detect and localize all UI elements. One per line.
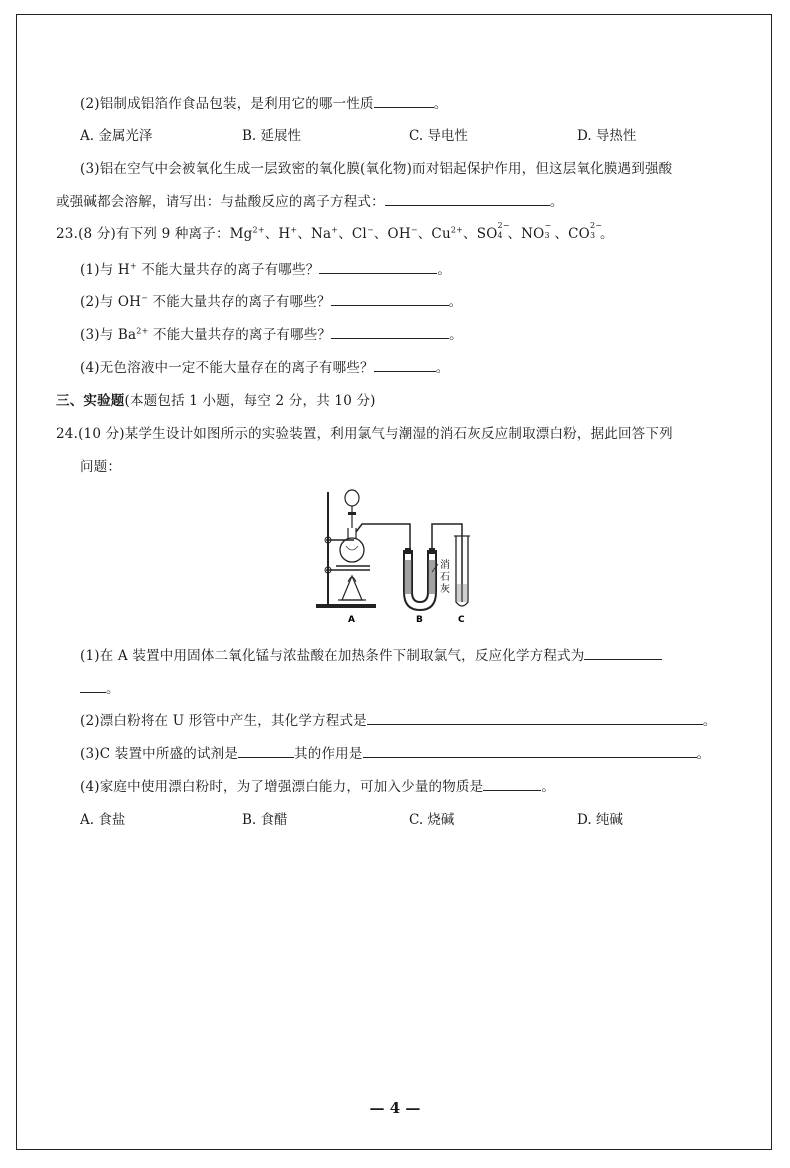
q22-part3-line1: (3)铝在空气中会被氧化生成一层致密的氧化膜(氧化物)而对铝起保护作用，但这层氧化膜遇到强酸 <box>80 161 673 177</box>
answer-blank[interactable] <box>319 261 437 274</box>
section-heading: 三、实验题(本题包括 1 小题，每空 2 分，共 10 分) <box>56 393 376 409</box>
q22-part3-line2: 或强碱都会溶解，请写出：与盐酸反应的离子方程式： 。 <box>56 194 564 210</box>
option-b: B. 食醋 <box>242 812 288 828</box>
answer-blank[interactable] <box>584 647 662 660</box>
option-a: A. 金属光泽 <box>80 128 153 144</box>
burner <box>342 576 362 600</box>
label-b: B <box>416 615 423 625</box>
q24-stem-line2: 问题： <box>80 459 122 475</box>
answer-blank[interactable] <box>374 95 434 108</box>
answer-blank[interactable] <box>80 680 106 693</box>
answer-blank[interactable] <box>483 778 541 791</box>
label-side-3: 灰 <box>440 584 450 595</box>
answer-blank[interactable] <box>363 745 697 758</box>
q23-part4: (4)无色溶液中一定不能大量存在的离子有哪些？ 。 <box>80 360 450 376</box>
option-d: D. 导热性 <box>577 128 637 144</box>
apparatus-figure <box>312 484 498 626</box>
page-number: — 4 — <box>369 1099 421 1117</box>
answer-blank[interactable] <box>367 712 703 725</box>
q22-part2: (2)铝制成铝箔作食品包装，是利用它的哪一性质 。 <box>80 96 448 112</box>
q24-stem-line1: 24.(10 分)某学生设计如图所示的实验装置，利用氯气与潮湿的消石灰反应制取漂白粉，据此回答下列 <box>56 426 673 442</box>
option-d: D. 纯碱 <box>577 812 623 828</box>
q23-part3: (3)与 $Ba^{2+}$ 不能大量共存的离子有哪些？ 。 <box>80 326 463 343</box>
label-side-2: 石 <box>440 572 450 583</box>
option-c: C. 导电性 <box>409 128 468 144</box>
q23-stem: 23.(8 分)有下列 9 种离子：$Mg^{2+}$、H+、Na+、Cl−、OH−、$Cu^{2+}$、SO 2− 4 、NO − 3 、CO 2− 3 。 <box>56 221 614 242</box>
label-a: A <box>348 615 355 625</box>
stand-base <box>316 604 376 608</box>
q24-part3: (3)C 装置中所盛的试剂是 其的作用是 。 <box>80 746 711 762</box>
answer-blank[interactable] <box>385 193 550 206</box>
option-c: C. 烧碱 <box>409 812 455 828</box>
answer-blank[interactable] <box>331 326 449 339</box>
answer-blank[interactable] <box>374 359 436 372</box>
answer-blank[interactable] <box>331 293 449 306</box>
q24-part4: (4)家庭中使用漂白粉时，为了增强漂白能力，可加入少量的物质是 。 <box>80 779 556 795</box>
q24-part2: (2)漂白粉将在 U 形管中产生，其化学方程式是 。 <box>80 713 717 729</box>
option-a: A. 食盐 <box>80 812 126 828</box>
label-side-1: 消 <box>440 560 450 571</box>
q24-part1-line2: 。 <box>80 677 120 697</box>
funnel <box>345 490 359 506</box>
q23-part2: (2)与 OH− 不能大量共存的离子有哪些？ 。 <box>80 293 463 310</box>
answer-blank[interactable] <box>238 745 294 758</box>
label-c: C <box>458 615 465 625</box>
option-b: B. 延展性 <box>242 128 302 144</box>
q24-part1-line1: (1)在 A 装置中用固体二氧化锰与浓盐酸在加热条件下制取氯气，反应化学方程式为 <box>80 644 662 664</box>
q23-part1: (1)与 H+ 不能大量共存的离子有哪些？ 。 <box>80 261 452 278</box>
